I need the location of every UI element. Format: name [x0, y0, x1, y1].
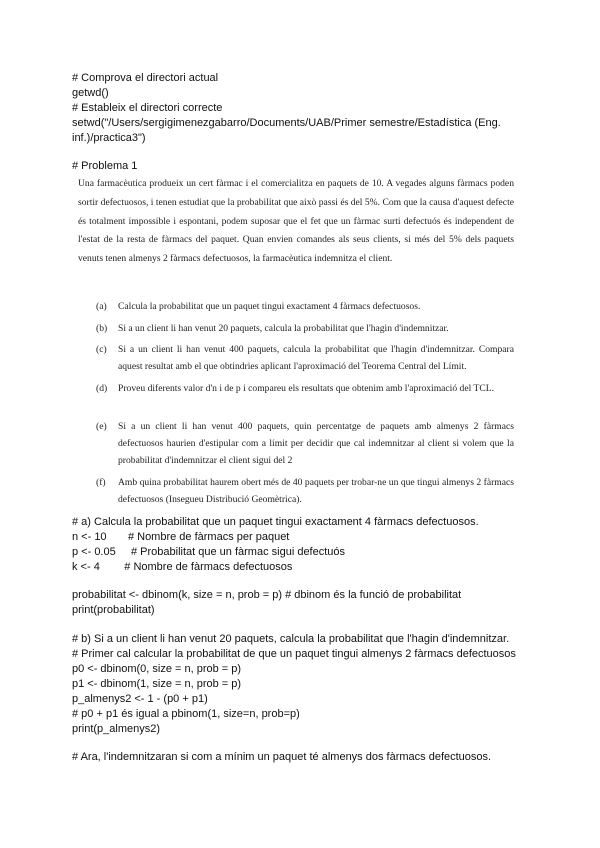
code-b-p0: p0 <- dbinom(0, size = n, prob = p) — [72, 663, 242, 675]
code-a-dbinom: probabilitat <- dbinom(k, size = n, prob = p) # dbinom és la funció de probabilitat — [72, 589, 462, 601]
item-label: (f) — [96, 477, 106, 488]
item-label: (e) — [96, 421, 107, 432]
problem-statement: Una farmacèutica produeix un cert fàrmac i el comercialitza en paquets de 10. A vegades alguns fàrmacs poden sortir defectuosos, i tenen estudiat que la probabilitat que això passi és del 5%. Com que la causa d'aquest defecte és totalment impossible i espontani, podem suposar que el fet que un fàrmac surti defectuós és independent de l'estat de la resta de fàrmacs del paquet. Quan envien comandes als seus clients, si més del 5% dels paquets venuts tenen almenys 2 fàrmacs defectuosos, la farmacèutica indemnitza el client. — [78, 178, 514, 265]
item-text: Si a un client li han venut 400 paquets, calcula la probabilitat que l'hagin d'indemnitzar. Compara aquest resultat amb el que obtindries aplicant l'aproximació del Teorema Central del Límit. — [118, 344, 514, 372]
code-b-comment-2: # Primer cal calcular la probabilitat de que un paquet tingui almenys 2 fàrmacs defectuosos — [72, 648, 516, 660]
code-comment-set-directory: # Estableix el directori correcte — [72, 102, 223, 114]
problem-item-a — [96, 298, 514, 315]
code-b-comment-pbinom: # p0 + p1 és igual a pbinom(1, size=n, prob=p) — [72, 708, 300, 720]
problem-item-c — [96, 341, 514, 375]
item-text: Si a un client li han venut 20 paquets, calcula la probabilitat que l'hagin d'indemnitzar. — [118, 323, 449, 334]
item-text: Amb quina probabilitat haurem obert més de 40 paquets per trobar-ne un que tingui almenys 2 fàrmacs defectuosos (Insegueu Distribució Geomètrica). — [118, 477, 514, 505]
code-b-comment: # b) Si a un client li han venut 20 paquets, calcula la probabilitat que l'hagin d'indemnitzar. — [72, 633, 510, 645]
code-a-comment: # a) Calcula la probabilitat que un paquet tingui exactament 4 fàrmacs defectuosos. — [72, 516, 479, 528]
problem-item-b — [96, 320, 514, 337]
item-label: (d) — [96, 383, 108, 394]
item-label: (b) — [96, 323, 108, 334]
code-getwd: getwd() — [72, 87, 109, 99]
code-comment-check-directory: # Comprova el directori actual — [72, 72, 219, 84]
problem-heading: # Problema 1 — [72, 160, 138, 172]
item-text: Proveu diferents valor d'n i de p i compareu els resultats que obtenim amb l'aproximació del TCL. — [118, 383, 495, 394]
code-a-k: k <- 4 # Nombre de fàrmacs defectuosos — [72, 561, 293, 573]
problem-item-e — [96, 418, 514, 469]
code-b-p-almenys2: p_almenys2 <- 1 - (p0 + p1) — [72, 693, 208, 705]
code-setwd-line1: setwd("/Users/sergigimenezgabarro/Documents/UAB/Primer semestre/Estadística (Eng. — [72, 117, 501, 129]
code-setwd-line2: inf.)/practica3") — [72, 132, 146, 144]
problem-item-d — [96, 380, 514, 397]
problem-item-f — [96, 474, 514, 508]
item-label: (a) — [96, 301, 107, 312]
code-a-n: n <- 10 # Nombre de fàrmacs per paquet — [72, 531, 290, 543]
code-b-print: print(p_almenys2) — [72, 723, 161, 735]
code-a-p: p <- 0.05 # Probabilitat que un fàrmac sigui defectuós — [72, 546, 346, 558]
item-text: Calcula la probabilitat que un paquet tingui exactament 4 fàrmacs defectuosos. — [118, 301, 421, 312]
item-label: (c) — [96, 344, 107, 355]
code-b-p1: p1 <- dbinom(1, size = n, prob = p) — [72, 678, 242, 690]
item-text: Si a un client li han venut 400 paquets, quin percentatge de paquets amb almenys 2 fàrmacs defectuosos haurien d'estipular com a límit per decidir que cal indemnitzar al client si volem que la probabilitat d'indemnitzar el client sigui del 2 — [118, 421, 514, 466]
code-a-print: print(probabilitat) — [72, 604, 155, 616]
code-b-comment-indemnitzar: # Ara, l'indemnitzaran si com a mínim un paquet té almenys dos fàrmacs defectuosos. — [72, 751, 492, 763]
